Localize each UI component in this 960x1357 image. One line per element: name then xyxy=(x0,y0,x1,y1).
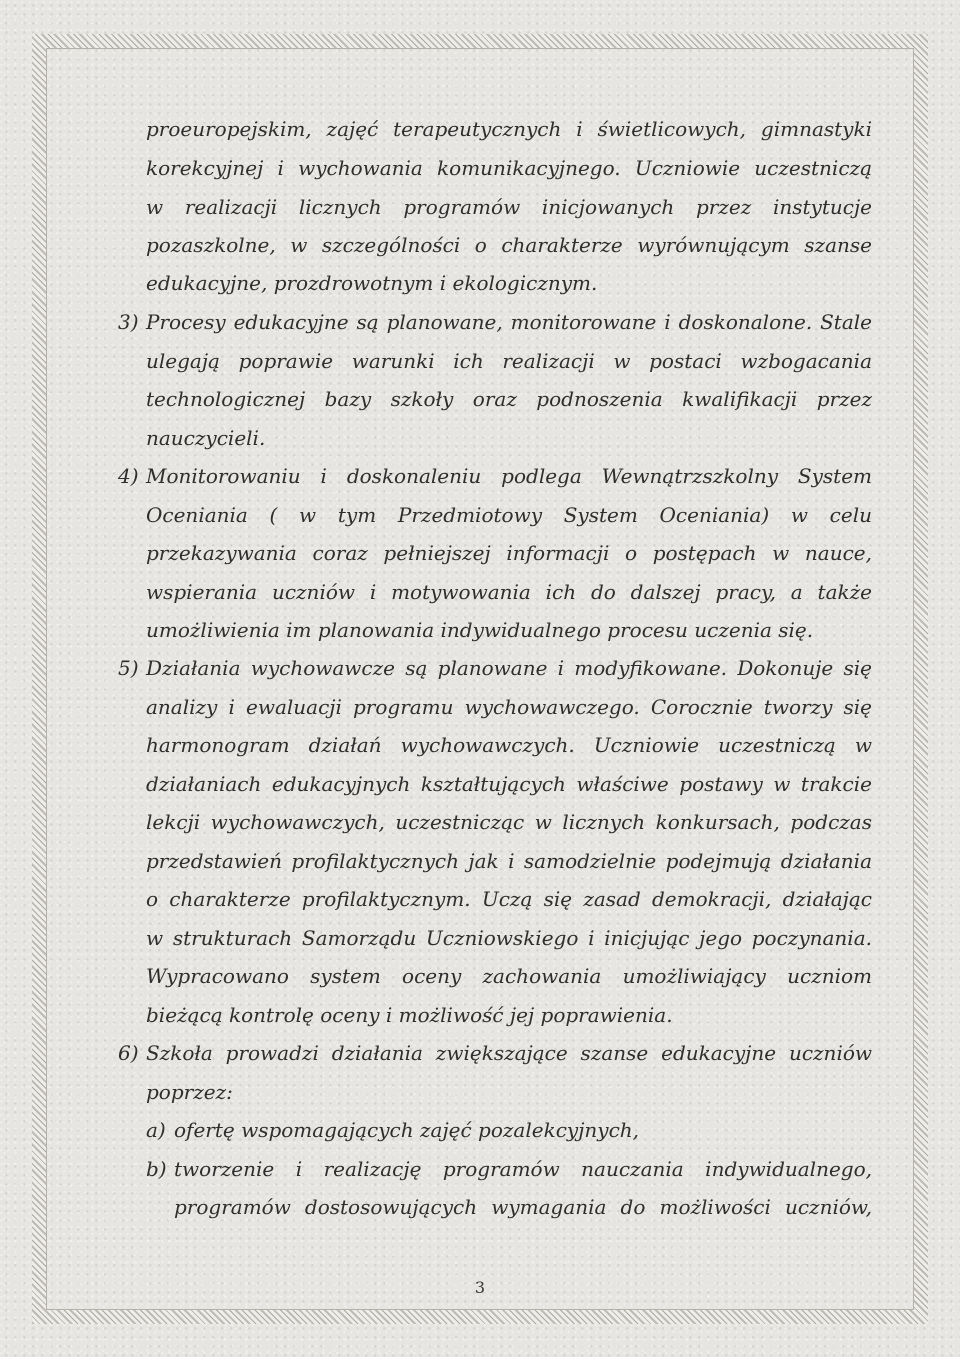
text-line: bieżącą kontrolę oceny i możliwość jej poprawienia. xyxy=(146,1003,673,1027)
text-line: Wypracowano system oceny zachowania umożliwiający uczniom xyxy=(146,964,872,988)
list-marker: 3) xyxy=(118,310,139,334)
text-line: przedstawień profilaktycznych jak i samodzielnie podejmują działania xyxy=(146,849,872,873)
text-line: wspierania uczniów i motywowania ich do dalszej pracy, a także xyxy=(146,580,872,604)
text-line: o charakterze profilaktycznym. Uczą się zasad demokracji, działając xyxy=(146,887,872,911)
text-line: nauczycieli. xyxy=(146,426,266,450)
text-line: poprzez: xyxy=(146,1080,233,1104)
page-number: 3 xyxy=(474,1278,486,1297)
text-line: pozaszkolne, w szczególności o charakterze wyrównującym szanse xyxy=(146,233,872,257)
list-marker: 4) xyxy=(118,464,139,488)
text-line: ofertę wspomagających zajęć pozalekcyjnych, xyxy=(174,1118,640,1142)
list-marker: 6) xyxy=(118,1041,139,1065)
text-line: proeuropejskim, zajęć terapeutycznych i świetlicowych, gimnastyki xyxy=(146,117,872,141)
text-line: umożliwienia im planowania indywidualnego procesu uczenia się. xyxy=(146,618,814,642)
text-line: Monitorowaniu i doskonaleniu podlega Wewnątrzszkolny System xyxy=(146,464,872,488)
text-line: działaniach edukacyjnych kształtujących właściwe postawy w trakcie xyxy=(146,772,872,796)
text-line: Szkoła prowadzi działania zwiększające szanse edukacyjne uczniów xyxy=(146,1041,872,1065)
text-line: edukacyjne, prozdrowotnym i ekologicznym. xyxy=(146,271,598,295)
text-line: Działania wychowawcze są planowane i modyfikowane. Dokonuje się xyxy=(146,656,872,680)
text-line: Oceniania ( w tym Przedmiotowy System Oceniania) w celu xyxy=(146,503,872,527)
list-marker: 5) xyxy=(118,656,139,680)
text-line: analizy i ewaluacji programu wychowawczego. Corocznie tworzy się xyxy=(146,695,872,719)
text-line: programów dostosowujących wymagania do możliwości uczniów, xyxy=(174,1195,872,1219)
text-line: korekcyjnej i wychowania komunikacyjnego. Uczniowie uczestniczą xyxy=(146,156,872,180)
list-marker: a) xyxy=(146,1118,166,1142)
text-line: Procesy edukacyjne są planowane, monitorowane i doskonalone. Stale xyxy=(146,310,872,334)
text-line: harmonogram działań wychowawczych. Uczniowie uczestniczą w xyxy=(146,733,872,757)
text-line: technologicznej bazy szkoły oraz podnoszenia kwalifikacji przez xyxy=(146,387,872,411)
text-line: w strukturach Samorządu Uczniowskiego i inicjując jego poczynania. xyxy=(146,926,872,950)
list-marker: b) xyxy=(146,1157,167,1181)
text-line: tworzenie i realizację programów nauczania indywidualnego, xyxy=(174,1157,872,1181)
text-line: w realizacji licznych programów inicjowanych przez instytucje xyxy=(146,195,872,219)
text-line: ulegają poprawie warunki ich realizacji w postaci wzbogacania xyxy=(146,349,872,373)
text-line: przekazywania coraz pełniejszej informacji o postępach w nauce, xyxy=(146,541,872,565)
text-line: lekcji wychowawczych, uczestnicząc w licznych konkursach, podczas xyxy=(146,810,872,834)
